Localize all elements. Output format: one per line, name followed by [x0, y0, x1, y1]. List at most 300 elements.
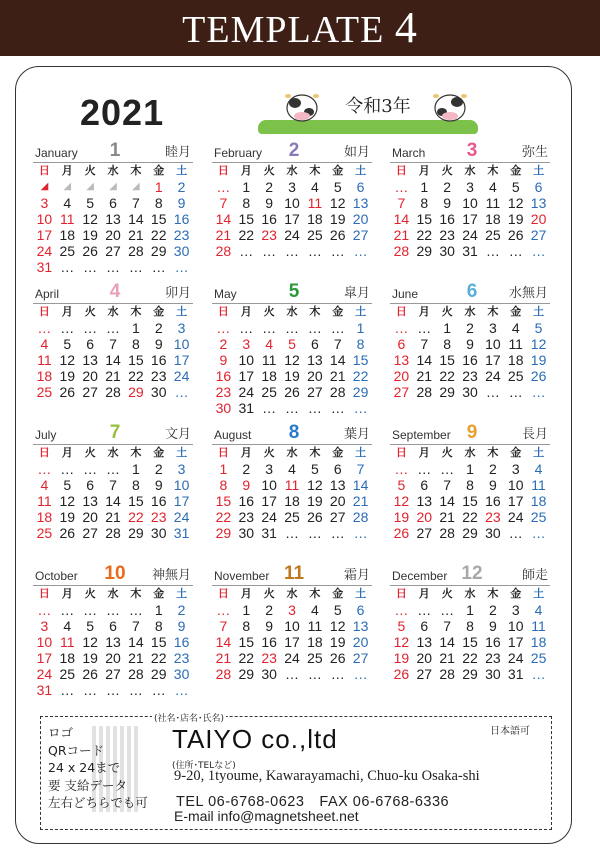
weekday-label: 日	[38, 447, 50, 459]
day-cell: 29	[215, 525, 232, 541]
day-cell: 1	[154, 602, 163, 618]
day-cell: 10	[462, 195, 478, 211]
day-cell: …	[174, 384, 189, 400]
day-cell: 15	[128, 352, 144, 368]
day-cell: 2	[488, 602, 497, 618]
month-jp-name: 長月	[521, 427, 548, 442]
weekday-label: 土	[533, 588, 545, 600]
day-cell: …	[151, 682, 166, 698]
day-cell: 8	[242, 618, 251, 634]
day-cell: 14	[215, 211, 232, 227]
day-cell: …	[307, 525, 322, 541]
day-cell: 24	[284, 650, 300, 666]
month-number: 6	[466, 281, 478, 302]
weekday-label: 月	[61, 165, 73, 177]
day-cell: 5	[63, 336, 72, 352]
month-name: October	[35, 569, 78, 583]
era-illustration	[258, 80, 478, 136]
day-cell: 29	[439, 384, 455, 400]
month-jp-name: 皐月	[343, 286, 370, 301]
day-cell: 13	[416, 634, 433, 650]
day-cell: 21	[439, 650, 455, 666]
day-cell: 4	[63, 195, 72, 211]
day-cell: 9	[177, 618, 186, 634]
day-cell: 22	[128, 509, 144, 525]
day-cell: 19	[307, 493, 323, 509]
day-cell: …	[262, 400, 277, 416]
month-april	[33, 281, 193, 400]
month-number: 7	[109, 422, 121, 443]
weekday-label: 木	[130, 165, 142, 177]
day-cell: 13	[530, 195, 547, 211]
day-cell: …	[60, 259, 75, 275]
day-cell: 29	[416, 243, 433, 259]
day-cell: 20	[416, 650, 433, 666]
day-cell: 22	[128, 368, 144, 384]
day-cell: 8	[131, 336, 140, 352]
day-cell: 16	[485, 634, 501, 650]
day-cell: 25	[485, 227, 501, 243]
day-cell: 7	[131, 195, 140, 211]
day-cell: 28	[329, 384, 346, 400]
month-header	[33, 422, 193, 445]
day-cell: 26	[507, 227, 524, 243]
day-cell: …	[239, 243, 254, 259]
weekday-label: 火	[263, 447, 275, 459]
day-cell: …	[239, 320, 254, 336]
day-cell: 31	[238, 400, 255, 416]
day-cell: …	[531, 384, 546, 400]
day-cell: …	[485, 243, 500, 259]
day-cell: 22	[439, 368, 455, 384]
day-cell: …	[83, 259, 98, 275]
cow-icon	[282, 86, 322, 124]
day-cell: 18	[530, 493, 547, 509]
day-cell: 21	[105, 509, 121, 525]
day-cell: …	[531, 243, 546, 259]
day-cell: 11	[307, 195, 323, 211]
day-cell: 21	[215, 227, 232, 243]
month-october	[33, 563, 193, 698]
day-cell: 4	[534, 602, 543, 618]
month-july	[33, 422, 193, 541]
month-name: May	[214, 287, 237, 301]
month-number: 3	[466, 140, 478, 161]
day-cell: …	[60, 602, 75, 618]
day-cell: 27	[530, 227, 547, 243]
day-cell: 6	[310, 336, 319, 352]
day-cell: 25	[307, 227, 323, 243]
day-cell: 14	[439, 493, 455, 509]
day-cell: 1	[131, 461, 140, 477]
day-cell: 12	[530, 336, 547, 352]
day-cell: 14	[105, 493, 121, 509]
weekday-label: 火	[441, 306, 453, 318]
day-grid	[390, 164, 550, 259]
month-february	[212, 140, 372, 259]
day-cell: 30	[215, 400, 232, 416]
day-cell: 5	[63, 477, 72, 493]
month-january	[33, 140, 193, 275]
day-cell: 16	[173, 634, 190, 650]
day-cell: 5	[397, 477, 406, 493]
day-cell: 30	[150, 384, 167, 400]
day-cell: 26	[59, 384, 76, 400]
day-cell: 8	[131, 477, 140, 493]
day-cell: …	[330, 525, 345, 541]
month-jp-name: 葉月	[343, 427, 370, 442]
weekday-label: 土	[533, 447, 545, 459]
day-cell: 11	[60, 634, 75, 650]
weekday-label: 日	[395, 306, 407, 318]
weekday-label: 日	[217, 447, 229, 459]
weekday-label: 木	[309, 165, 321, 177]
day-cell: 10	[36, 211, 53, 227]
month-august	[212, 422, 372, 541]
day-cell: 3	[288, 179, 296, 195]
month-header	[33, 140, 193, 163]
day-cell: 17	[238, 368, 255, 384]
day-cell: 3	[511, 461, 520, 477]
weekday-label: 金	[510, 306, 522, 318]
weekday-label: 金	[153, 447, 165, 459]
month-name: April	[35, 287, 60, 301]
day-cell: 22	[352, 368, 369, 384]
day-cell: 14	[416, 352, 433, 368]
weekday-label: 月	[61, 447, 73, 459]
day-cell: …	[284, 666, 299, 682]
day-cell: 18	[307, 634, 323, 650]
day-cell: 17	[36, 227, 53, 243]
day-cell: 24	[36, 666, 53, 682]
day-cell: 19	[507, 211, 524, 227]
day-cell: …	[262, 320, 277, 336]
month-number: 9	[466, 422, 478, 443]
day-cell: 24	[462, 227, 478, 243]
day-cell: 16	[215, 368, 232, 384]
day-cell: 31	[261, 525, 277, 541]
weekday-label: 火	[84, 588, 96, 600]
day-cell: 20	[105, 227, 121, 243]
day-cell: 11	[37, 352, 52, 368]
day-cell: 11	[508, 336, 523, 352]
day-cell: 20	[82, 509, 98, 525]
weekday-label: 火	[441, 165, 453, 177]
month-december	[390, 563, 550, 682]
day-grid	[390, 587, 550, 682]
day-cell: …	[417, 320, 432, 336]
day-cell: 20	[352, 211, 369, 227]
day-cell: 1	[242, 179, 251, 195]
weekday-label: 金	[510, 165, 522, 177]
phone-fax: TEL 06-6768-0623 FAX 06-6768-6336	[176, 794, 450, 810]
day-cell: …	[508, 243, 523, 259]
day-cell: 17	[173, 352, 190, 368]
day-cell: 12	[82, 634, 98, 650]
day-cell: 1	[131, 320, 140, 336]
day-grid	[212, 305, 372, 416]
weekday-label: 月	[61, 306, 73, 318]
day-cell: 21	[215, 650, 232, 666]
weekday-label: 土	[533, 306, 545, 318]
month-jp-name: 師走	[521, 568, 548, 583]
day-cell: 11	[531, 618, 546, 634]
day-cell: 20	[329, 493, 346, 509]
day-cell: 12	[59, 352, 76, 368]
day-grid	[33, 164, 193, 275]
day-cell: 15	[238, 634, 255, 650]
month-header	[390, 281, 550, 304]
day-cell: 1	[242, 602, 251, 618]
day-cell: …	[307, 666, 322, 682]
day-cell: …	[440, 602, 455, 618]
day-cell: …	[60, 320, 75, 336]
day-cell: 10	[238, 352, 255, 368]
day-cell: 21	[439, 509, 455, 525]
month-header	[212, 140, 372, 163]
day-cell: 21	[393, 227, 410, 243]
day-cell: …	[394, 602, 409, 618]
day-cell: 13	[352, 195, 369, 211]
day-cell: 7	[333, 336, 342, 352]
day-cell: 4	[288, 461, 296, 477]
day-cell: 20	[393, 368, 410, 384]
day-cell: 27	[307, 384, 323, 400]
day-cell: 2	[265, 179, 274, 195]
weekday-label: 月	[61, 588, 73, 600]
month-jp-name: 文月	[164, 427, 191, 442]
day-cell: 2	[219, 336, 228, 352]
weekday-label: 木	[487, 447, 499, 459]
day-cell: 28	[416, 384, 433, 400]
company-name: TAIYO co.,ltd	[172, 724, 338, 754]
weekday-label: 火	[441, 447, 453, 459]
day-cell: 18	[485, 211, 501, 227]
month-jp-name: 水無月	[508, 286, 548, 301]
day-cell: …	[105, 320, 120, 336]
day-cell: 8	[420, 195, 429, 211]
weekday-label: 木	[130, 306, 142, 318]
day-cell: 24	[284, 227, 300, 243]
day-cell: 23	[238, 509, 255, 525]
day-cell: 31	[36, 682, 53, 698]
day-cell: 6	[86, 336, 95, 352]
day-cell: 5	[511, 179, 520, 195]
weekday-label: 火	[441, 588, 453, 600]
day-cell: 7	[443, 477, 452, 493]
weekday-label: 金	[153, 588, 165, 600]
day-cell: 8	[242, 195, 251, 211]
day-cell: 4	[63, 618, 72, 634]
day-cell: …	[353, 525, 368, 541]
weekday-label: 土	[176, 165, 188, 177]
day-cell: 17	[284, 634, 300, 650]
day-cell: 23	[261, 227, 277, 243]
day-cell: 12	[393, 634, 410, 650]
day-cell: 30	[439, 243, 455, 259]
day-cell: 4	[310, 602, 319, 618]
weekday-label: 火	[84, 306, 96, 318]
month-june	[390, 281, 550, 400]
day-cell: ◢	[40, 181, 49, 192]
day-cell: 23	[261, 650, 277, 666]
qr-area	[48, 724, 156, 822]
weekday-label: 木	[130, 588, 142, 600]
weekday-label: 金	[510, 588, 522, 600]
day-cell: 9	[154, 336, 163, 352]
month-number: 4	[109, 281, 121, 302]
day-cell: 16	[261, 634, 277, 650]
weekday-label: 水	[464, 165, 476, 177]
day-cell: 10	[485, 336, 501, 352]
email: E-mail info@magnetsheet.net	[174, 808, 359, 824]
day-cell: …	[151, 259, 166, 275]
day-cell: 16	[150, 493, 167, 509]
day-cell: 4	[488, 179, 497, 195]
day-cell: 13	[416, 493, 433, 509]
weekday-label: 金	[332, 306, 344, 318]
day-cell: 20	[307, 368, 323, 384]
day-cell: 11	[60, 211, 75, 227]
day-cell: 8	[154, 618, 163, 634]
day-cell: …	[508, 384, 523, 400]
weekday-label: 木	[309, 306, 321, 318]
day-cell: 9	[154, 477, 163, 493]
day-cell: 16	[261, 211, 277, 227]
day-cell: …	[83, 320, 98, 336]
weekday-label: 日	[38, 588, 50, 600]
month-number: 12	[461, 563, 483, 584]
day-grid	[33, 587, 193, 698]
day-cell: 13	[82, 352, 98, 368]
day-cell: 1	[466, 461, 474, 477]
day-cell: …	[262, 243, 277, 259]
day-cell: 28	[105, 384, 121, 400]
month-name: July	[35, 428, 57, 442]
day-cell: 10	[173, 477, 190, 493]
day-cell: 2	[242, 461, 251, 477]
weekday-label: 金	[510, 447, 522, 459]
day-cell: 31	[36, 259, 53, 275]
name-label: (社名･店名･氏名)	[152, 711, 226, 724]
day-cell: ◢	[109, 181, 117, 192]
day-cell: 6	[420, 477, 429, 493]
day-cell: 18	[284, 493, 300, 509]
day-cell: …	[174, 259, 189, 275]
day-cell: …	[440, 461, 455, 477]
day-cell: 15	[462, 634, 478, 650]
day-cell: 30	[238, 525, 255, 541]
day-cell: 13	[105, 634, 121, 650]
day-cell: …	[60, 682, 75, 698]
day-cell: …	[174, 682, 189, 698]
day-cell: 24	[507, 509, 524, 525]
day-cell: 23	[215, 384, 232, 400]
day-cell: 7	[443, 618, 452, 634]
day-cell: …	[330, 400, 345, 416]
qr-line: QRコード	[48, 742, 105, 758]
month-name: January	[35, 146, 78, 160]
day-cell: 6	[109, 195, 117, 211]
day-cell: 1	[443, 320, 452, 336]
address: 9-20, 1tyoume, Kawarayamachi, Chuo-ku Osaka-shi	[174, 768, 480, 784]
weekday-label: 月	[418, 588, 430, 600]
day-cell: 3	[242, 336, 251, 352]
day-cell: …	[37, 602, 52, 618]
day-cell: …	[60, 461, 75, 477]
weekday-label: 水	[107, 588, 119, 600]
day-cell: 3	[40, 195, 49, 211]
day-cell: 14	[329, 352, 346, 368]
day-cell: 19	[59, 509, 76, 525]
day-cell: 6	[86, 477, 95, 493]
day-cell: 9	[265, 618, 274, 634]
month-march	[390, 140, 550, 259]
day-cell: 5	[534, 320, 543, 336]
day-cell: …	[216, 602, 231, 618]
day-cell: …	[531, 666, 546, 682]
day-cell: 4	[265, 336, 274, 352]
month-header	[390, 140, 550, 163]
month-name: February	[214, 146, 263, 160]
day-cell: …	[330, 666, 345, 682]
day-cell: 3	[177, 320, 186, 336]
day-cell: 25	[261, 384, 277, 400]
day-cell: 26	[393, 525, 410, 541]
day-cell: 30	[261, 666, 277, 682]
weekday-label: 木	[309, 447, 321, 459]
day-cell: 10	[36, 634, 53, 650]
day-cell: 7	[397, 195, 406, 211]
day-cell: …	[284, 525, 299, 541]
weekday-label: 木	[487, 165, 499, 177]
day-cell: …	[83, 461, 98, 477]
day-cell: 9	[242, 477, 251, 493]
day-cell: 12	[82, 211, 98, 227]
day-cell: 25	[307, 650, 323, 666]
day-cell: 18	[36, 509, 53, 525]
day-cell: 22	[150, 227, 167, 243]
day-cell: …	[307, 320, 322, 336]
day-grid	[390, 305, 550, 400]
month-september	[390, 422, 550, 541]
month-name: August	[214, 428, 252, 442]
weekday-label: 土	[355, 447, 367, 459]
day-grid	[212, 587, 372, 682]
day-cell: …	[330, 320, 345, 336]
day-cell: 23	[485, 509, 501, 525]
day-cell: …	[394, 179, 409, 195]
day-cell: 22	[238, 650, 255, 666]
day-cell: 4	[534, 461, 543, 477]
day-cell: 19	[393, 650, 410, 666]
weekday-label: 火	[84, 165, 96, 177]
day-cell: …	[105, 259, 120, 275]
day-cell: 22	[416, 227, 433, 243]
day-cell: 10	[284, 195, 300, 211]
weekday-label: 火	[263, 165, 275, 177]
day-cell: …	[417, 602, 432, 618]
day-cell: 15	[150, 211, 167, 227]
day-cell: 9	[219, 352, 228, 368]
day-cell: 15	[150, 634, 167, 650]
day-cell: 29	[150, 666, 167, 682]
day-cell: 19	[59, 368, 76, 384]
day-cell: 22	[150, 650, 167, 666]
day-cell: 11	[261, 352, 277, 368]
weekday-label: 火	[263, 306, 275, 318]
month-header	[212, 422, 372, 445]
